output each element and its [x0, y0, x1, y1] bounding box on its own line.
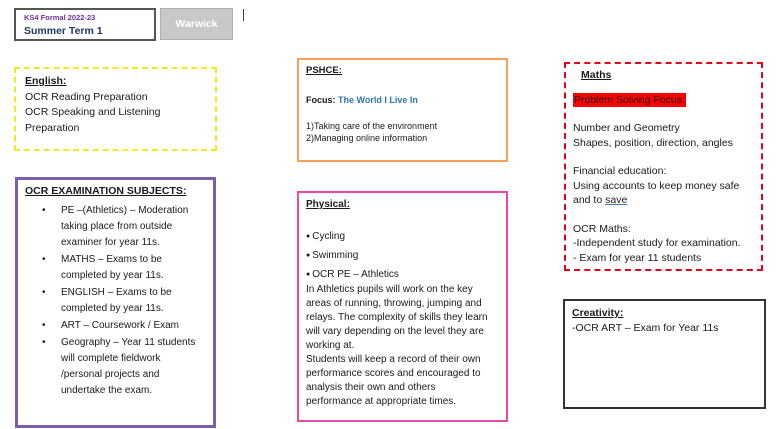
bullet-icon: •	[42, 287, 46, 298]
text-line: OCR Maths:	[573, 222, 631, 235]
list-item-line: /personal projects and	[61, 369, 160, 380]
bullet-icon: •	[42, 205, 46, 216]
list-item	[42, 252, 206, 284]
ocr-exam-heading: OCR EXAMINATION SUBJECTS:	[25, 185, 187, 197]
english-heading: English:	[25, 75, 67, 87]
pshce-card	[297, 58, 508, 162]
text-line: -OCR ART – Exam for Year 11s	[572, 322, 719, 334]
text-line: In Athletics pupils will work on the key	[306, 284, 473, 295]
english-line: OCR Speaking and Listening	[25, 106, 161, 118]
bullet-icon: •	[42, 320, 46, 331]
list-item-line: ART – Coursework / Exam	[61, 320, 180, 331]
ocr-exam-card	[15, 177, 216, 428]
text-line: will vary depending on the level they are	[306, 326, 484, 337]
list-item: 1)Taking care of the environment	[306, 121, 438, 131]
save-word: save	[605, 194, 628, 206]
text-cursor	[243, 9, 244, 21]
pshce-focus	[306, 94, 499, 106]
list-item-label: Swimming	[312, 250, 359, 261]
school-badge: Warwick	[160, 8, 233, 40]
header-subtitle: KS4 Formal 2022-23	[24, 13, 96, 22]
list-item	[42, 203, 206, 251]
list-item	[306, 248, 499, 264]
bullet-icon: ●	[306, 252, 311, 259]
list-item-line: Geography – Year 11 students	[61, 337, 196, 348]
creativity-card	[563, 299, 766, 409]
text-line	[573, 193, 754, 208]
list-item	[42, 335, 206, 399]
bullet-icon: ●	[306, 271, 311, 278]
list-item	[306, 229, 499, 245]
text-line: relays. The complexity of skills they learn	[306, 312, 488, 323]
text-line: performance at appropriate times.	[306, 396, 457, 407]
text-line: Financial education:	[573, 165, 667, 177]
physical-card	[297, 191, 508, 422]
list-item-line: undertake the exam.	[61, 385, 153, 396]
maths-heading: Maths	[581, 69, 612, 81]
list-item-line: PE –(Athletics) – Moderation	[61, 205, 189, 216]
text-line: working at.	[306, 340, 355, 351]
list-item-line: ENGLISH – Exams to be	[61, 287, 172, 298]
list-item-label: OCR PE – Athletics	[312, 269, 399, 280]
list-item-line: taking place from outside	[61, 221, 173, 232]
text-line: areas of running, throwing, jumping and	[306, 298, 482, 309]
text-line: -Independent study for examination.	[573, 237, 741, 249]
list-item	[306, 267, 499, 283]
text-line: Shapes, position, direction, angles	[573, 136, 733, 149]
header-box	[14, 8, 156, 41]
list-item: 2)Managing online information	[306, 133, 428, 143]
text-fragment: and to	[573, 194, 606, 206]
maths-focus-highlight: Problem Solving Focus:	[574, 93, 685, 106]
list-item-line: MATHS – Exams to be	[61, 254, 162, 265]
list-item	[42, 285, 206, 317]
creativity-heading: Creativity:	[572, 307, 624, 319]
list-item	[42, 318, 206, 334]
english-line: OCR Reading Preparation	[25, 90, 148, 103]
bullet-icon: •	[42, 254, 46, 265]
pshce-list	[306, 120, 499, 144]
list-item-line: examiner for year 11s.	[61, 237, 160, 248]
list-item-line: completed by year 11s.	[61, 303, 164, 314]
english-line: Preparation	[25, 121, 80, 134]
pshce-focus-theme: The World I Live In	[338, 95, 418, 105]
list-item-label: Cycling	[312, 231, 346, 242]
pshce-focus-label: Focus:	[306, 95, 339, 105]
physical-paragraph	[306, 283, 499, 409]
list-item-line: will complete fieldwork	[61, 353, 161, 364]
text-line: - Exam for year 11 students	[573, 251, 702, 264]
pshce-heading: PSHCE:	[306, 65, 342, 76]
text-line: Using accounts to keep money safe	[573, 179, 740, 192]
header-title: Summer Term 1	[24, 25, 103, 37]
list-item-line: completed by year 11s.	[61, 270, 164, 281]
text-line: performance scores and encouraged to	[306, 368, 481, 379]
physical-heading: Physical:	[306, 199, 350, 210]
english-card	[14, 67, 217, 151]
maths-card	[564, 62, 763, 271]
ocr-exam-list	[25, 203, 206, 399]
bullet-icon: ●	[306, 233, 311, 240]
text-line: Students will keep a record of their own	[306, 354, 481, 365]
bullet-icon: •	[42, 337, 46, 348]
text-line: analysis their own and others	[306, 382, 436, 393]
text-line: Number and Geometry	[573, 122, 680, 134]
